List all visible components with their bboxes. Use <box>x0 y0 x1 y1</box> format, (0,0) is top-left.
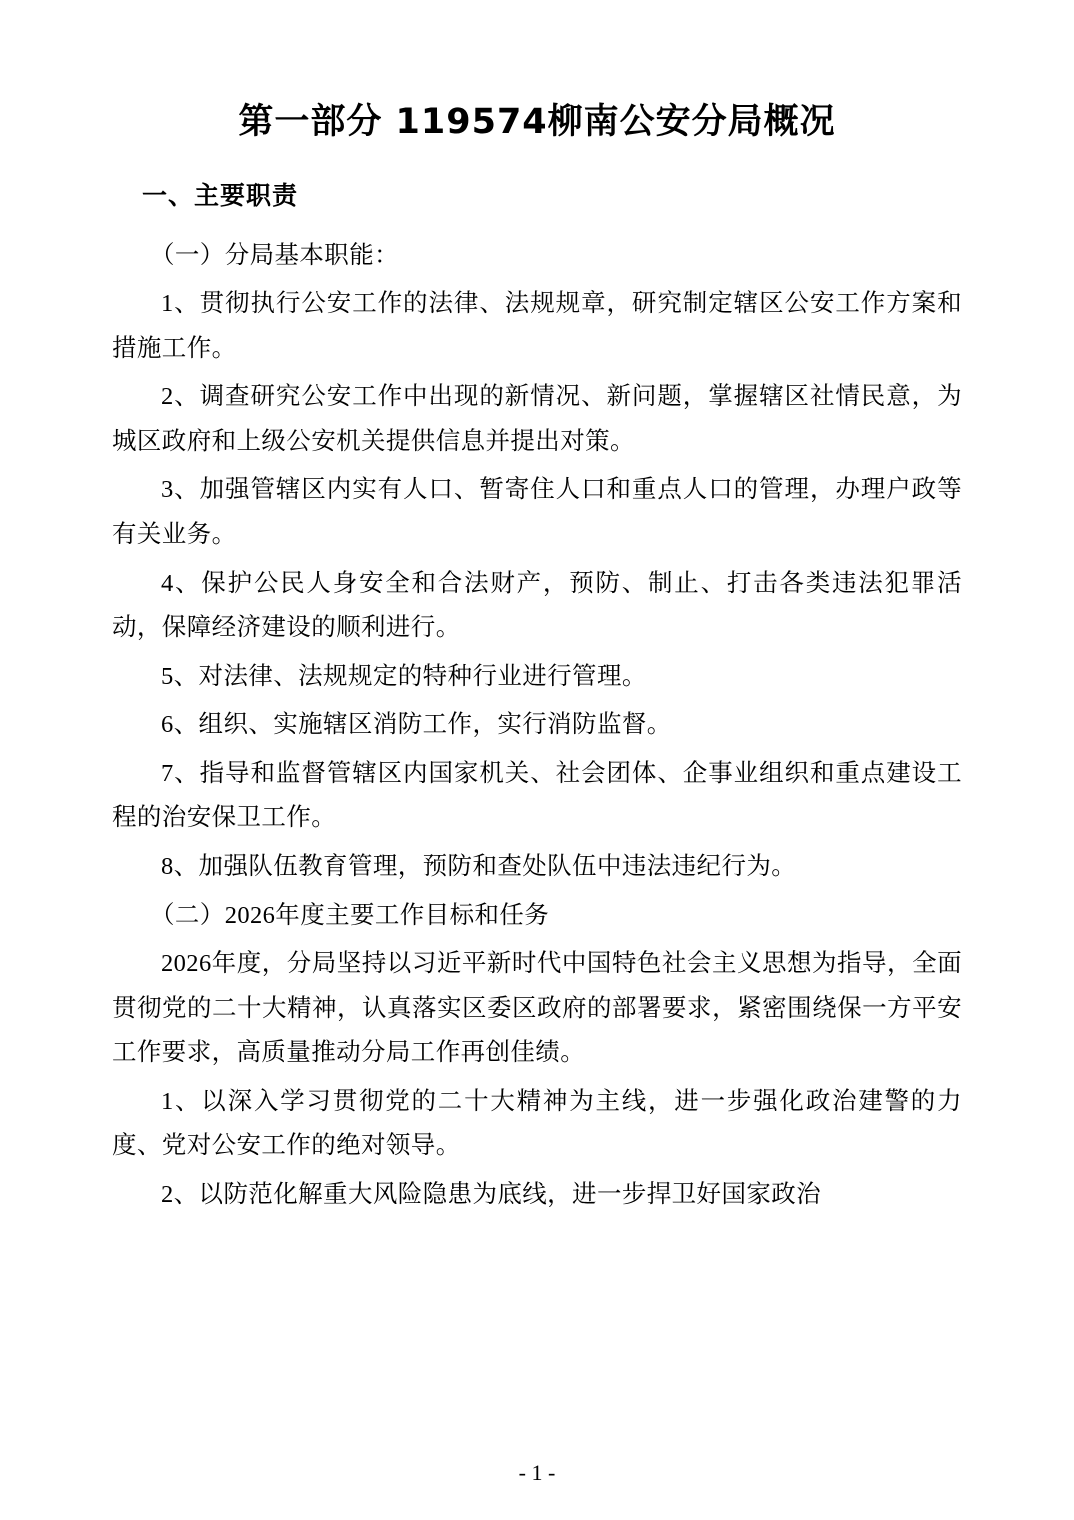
page-number: - 1 - <box>518 1460 556 1485</box>
paragraph-9: 8、加强队伍教育管理，预防和查处队伍中违法违纪行为。 <box>161 853 797 881</box>
section-heading: 一、主要职责 <box>142 180 299 210</box>
paragraph-12: 1、以深入学习贯彻党的二十大精神为主线，进一步强化政治建警的力度、党对公安工作的绝对领导。 <box>112 1087 962 1160</box>
paragraph-1: （一）分局基本职能： <box>150 241 399 269</box>
paragraph-13: 2、以防范化解重大风险隐患为底线，进一步捍卫好国家政治 <box>161 1181 822 1209</box>
paragraph-7: 6、组织、实施辖区消防工作，实行消防监督。 <box>161 711 672 739</box>
page-title: 第一部分 119574柳南公安分局概况 <box>238 102 836 142</box>
paragraph-11: 2026年度，分局坚持以习近平新时代中国特色社会主义思想为指导，全面贯彻党的二十大精神，认真落实区委区政府的部署要求，紧密围绕保一方平安工作要求，高质量推动分局工作再创佳绩。 <box>112 950 962 1067</box>
paragraph-2: 1、贯彻执行公安工作的法律、法规规章，研究制定辖区公安工作方案和措施工作。 <box>112 290 962 362</box>
paragraph-4: 3、加强管辖区内实有人口、暂寄住人口和重点人口的管理，办理户政等有关业务。 <box>112 476 962 548</box>
paragraph-8: 7、指导和监督管辖区内国家机关、社会团体、企事业组织和重点建设工程的治安保卫工作。 <box>112 759 962 832</box>
paragraph-5: 4、保护公民人身安全和合法财产，预防、制止、打击各类违法犯罪活动，保障经济建设的顺利进行。 <box>112 569 962 642</box>
paragraph-3: 2、调查研究公安工作中出现的新情况、新问题，掌握辖区社情民意，为城区政府和上级公安机关提供信息并提出对策。 <box>112 383 962 455</box>
paragraph-6: 5、对法律、法规规定的特种行业进行管理。 <box>161 662 647 690</box>
paragraph-10: （二）2026年度主要工作目标和任务 <box>150 901 550 929</box>
